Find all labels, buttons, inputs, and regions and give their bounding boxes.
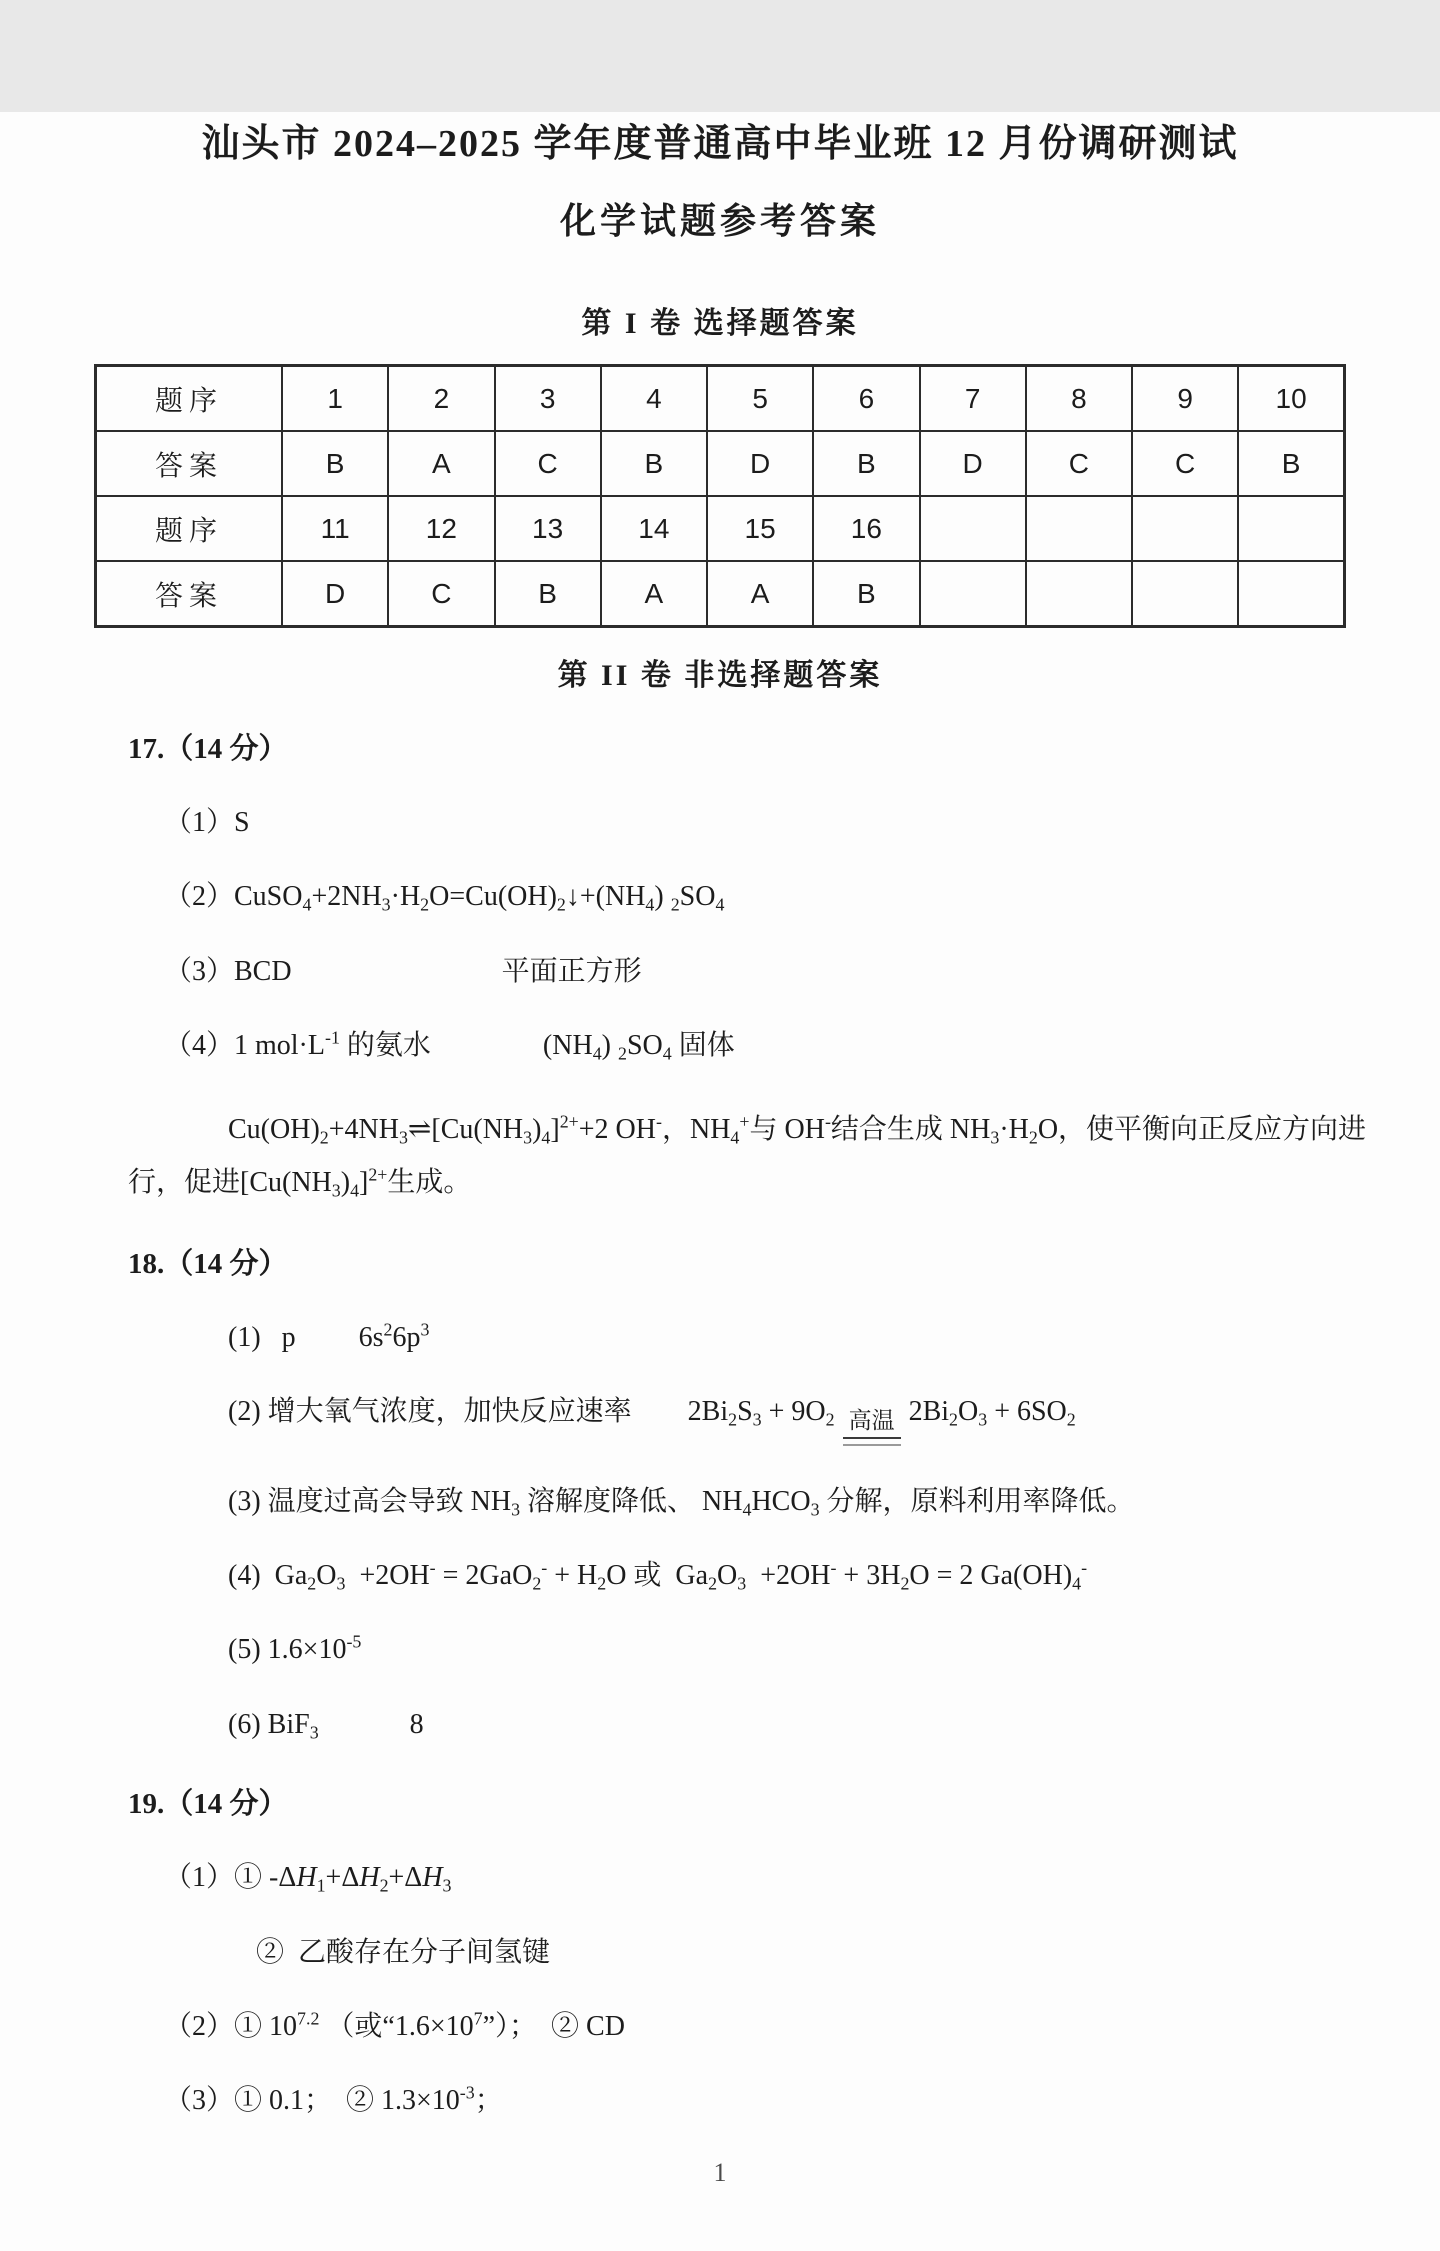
answer-cell: 10 bbox=[1238, 366, 1344, 432]
row-label-cell: 题序 bbox=[96, 496, 283, 561]
answer-cell: 8 bbox=[1026, 366, 1132, 432]
answer-cell bbox=[1238, 561, 1344, 627]
answer-cell bbox=[1026, 561, 1132, 627]
answer-cell bbox=[1132, 496, 1238, 561]
reaction-condition-label: 高温 bbox=[848, 1408, 895, 1434]
answer-line: （2）① $10^{7.2}$ （或“$1.6\times 10^7$”）； ② CD bbox=[164, 2008, 625, 2042]
answer-cell: A bbox=[707, 561, 813, 627]
question-block bbox=[128, 1781, 1385, 2120]
answer-cell: A bbox=[388, 431, 494, 496]
answer-cell: 14 bbox=[601, 496, 707, 561]
answer-cell bbox=[920, 561, 1026, 627]
reaction-arrow bbox=[843, 1408, 901, 1445]
answer-cell: A bbox=[601, 561, 707, 627]
answer-line: (5) $1.6\times 10^{-5}$ bbox=[228, 1631, 362, 1666]
doc-title-line1: 汕头市 2024–2025 学年度普通高中毕业班 12 月份调研测试 bbox=[201, 123, 1239, 165]
answer-cell: C bbox=[495, 431, 601, 496]
answer-line: (1) p $6s^26p^3$ bbox=[228, 1319, 430, 1353]
answer-line: ② 乙酸存在分子间氢键 bbox=[256, 1936, 551, 1968]
row-label-cell: 答案 bbox=[96, 431, 283, 496]
section1-heading: 第 I 卷 选择题答案 bbox=[581, 307, 859, 340]
answer-cell: D bbox=[920, 431, 1026, 496]
answer-cell: C bbox=[1132, 431, 1238, 496]
answer-line: (3) 温度过高会导致 $NH_3$ 溶解度降低、 $NH_4HCO_3$ 分解，原料利用率降低。 bbox=[228, 1485, 1135, 1519]
table-row bbox=[96, 431, 1345, 496]
questions-container bbox=[128, 726, 1385, 2120]
answer-line: $Cu(OH)_2+4NH_3\rightleftharpoons[Cu(NH_3)_4]^{2+}+2$ OH-，$NH_4^+$与 OH-结合生成 $NH_3\cdot H_2O$，使平衡向正反应方向进行，促进$[Cu(NH_3)_4]^{2+}$生成。 bbox=[128, 1110, 1367, 1201]
answer-line: (4) $Ga_2O_3 +2OH^- = 2GaO_2^- + H_2O$ 或 $Ga_2O_3 +2OH^- + 3H_2O = 2$ $Ga(OH)_4^-$ bbox=[228, 1557, 1088, 1594]
answer-cell: 3 bbox=[495, 366, 601, 432]
answer-cell: 2 bbox=[388, 366, 494, 432]
answer-cell: D bbox=[282, 561, 388, 627]
document-page bbox=[0, 112, 1440, 2251]
answer-cell: B bbox=[813, 431, 919, 496]
answer-cell bbox=[920, 496, 1026, 561]
answer-cell: 13 bbox=[495, 496, 601, 561]
table-row bbox=[96, 496, 1345, 561]
answer-cell: 16 bbox=[813, 496, 919, 561]
answer-text: (2) 增大氧气浓度，加快反应速率 bbox=[228, 1396, 688, 1428]
answer-line: （3）BCD 平面正方形 bbox=[164, 955, 642, 987]
answer-table bbox=[94, 364, 1346, 628]
table-row bbox=[96, 366, 1345, 432]
question-block bbox=[128, 1241, 1385, 1743]
question-heading: 17.（14 分） bbox=[128, 733, 288, 765]
doc-title-line2: 化学试题参考答案 bbox=[559, 201, 880, 241]
section2-heading: 第 II 卷 非选择题答案 bbox=[557, 659, 883, 692]
arrow-bar-icon bbox=[843, 1437, 901, 1446]
answer-cell: 12 bbox=[388, 496, 494, 561]
answer-line: (6) BiF$_3$ 8 bbox=[228, 1708, 424, 1743]
answer-cell: 4 bbox=[601, 366, 707, 432]
answer-cell: B bbox=[282, 431, 388, 496]
answer-cell: 11 bbox=[282, 496, 388, 561]
answer-cell: C bbox=[388, 561, 494, 627]
answer-cell: 6 bbox=[813, 366, 919, 432]
row-label-cell: 题序 bbox=[96, 366, 283, 432]
answer-cell: B bbox=[601, 431, 707, 496]
answer-cell: 7 bbox=[920, 366, 1026, 432]
answer-line: （3）① 0.1； ② $1.3\times 10^{-3}$； bbox=[164, 2082, 503, 2117]
answer-cell: D bbox=[707, 431, 813, 496]
answer-line: （4）1 $mol\cdot L^{-1}$ 的氨水 $(NH_4)$ $_2SO_4$ 固体 bbox=[164, 1027, 735, 1064]
answer-cell bbox=[1132, 561, 1238, 627]
page-number: 1 bbox=[713, 2157, 727, 2187]
question-heading: 19.（14 分） bbox=[128, 1788, 288, 1821]
answer-cell bbox=[1238, 496, 1344, 561]
answer-cell: B bbox=[495, 561, 601, 627]
formula-right: $2Bi_2O_3 + 6SO_2$ bbox=[908, 1396, 1076, 1430]
row-label-cell: 答案 bbox=[96, 561, 283, 627]
answer-cell: 1 bbox=[282, 366, 388, 432]
answer-line: （1）① $-\Delta H_1+\Delta H_2+\Delta H_3$ bbox=[164, 1862, 452, 1896]
answer-line bbox=[228, 1394, 1385, 1445]
question-block bbox=[128, 726, 1385, 1209]
answer-line: （1）S bbox=[164, 807, 250, 838]
table-row bbox=[96, 561, 1345, 627]
answer-line: $(2)CuSO_4+2NH_3\cdot H_2O=Cu(OH)_2↓+(NH_4)$ $_2SO_4$ bbox=[164, 881, 725, 915]
answer-cell: 15 bbox=[707, 496, 813, 561]
answer-cell bbox=[1026, 496, 1132, 561]
answer-cell: 9 bbox=[1132, 366, 1238, 432]
answer-cell: 5 bbox=[707, 366, 813, 432]
formula-left: $2Bi_2S_3 + 9O_2$ bbox=[687, 1396, 835, 1430]
answer-cell: C bbox=[1026, 431, 1132, 496]
answer-cell: B bbox=[813, 561, 919, 627]
question-heading: 18.（14 分） bbox=[128, 1247, 288, 1280]
answer-cell: B bbox=[1238, 431, 1344, 496]
